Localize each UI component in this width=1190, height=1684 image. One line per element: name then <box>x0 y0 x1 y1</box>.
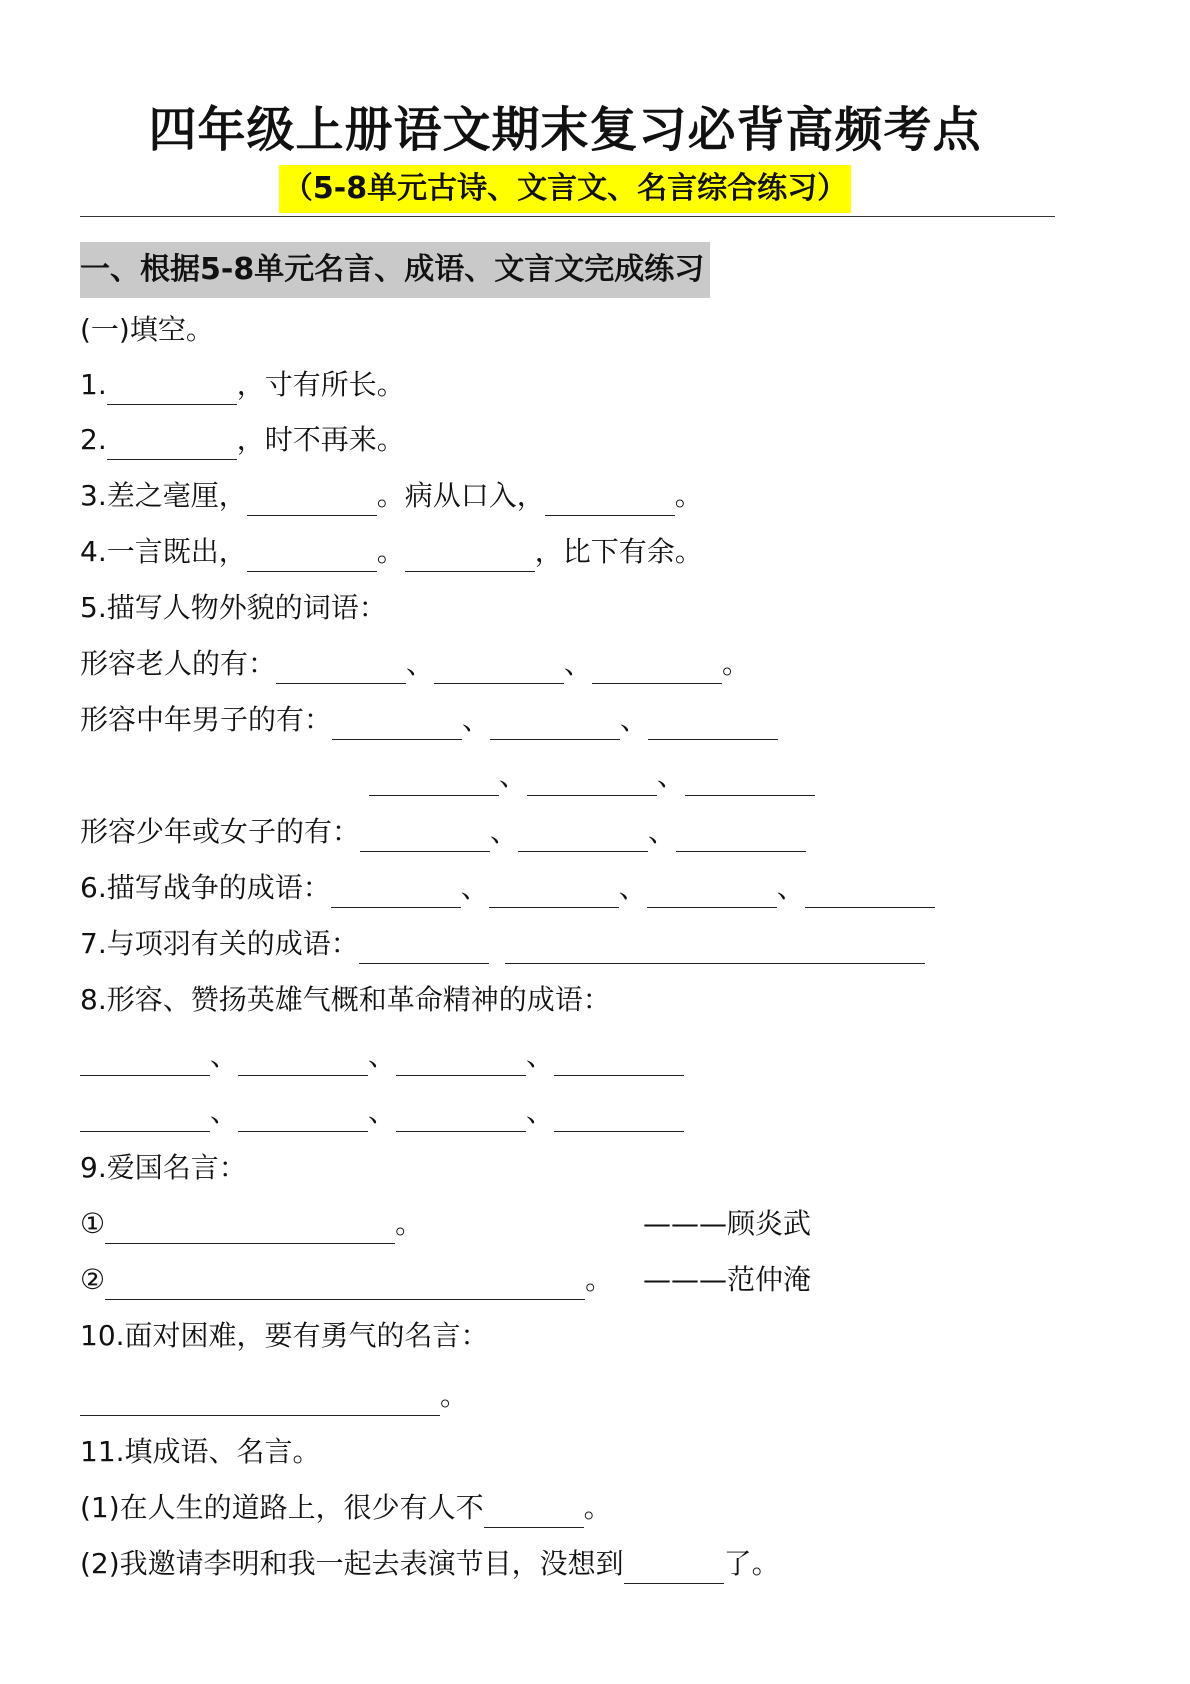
quote-source-fan-zhongyan: ———范仲淹 <box>643 1263 812 1296</box>
question-text: 7.与项羽有关的成语： <box>80 927 359 960</box>
question-text: 3.差之毫厘， <box>80 479 247 512</box>
answer-blank[interactable] <box>489 877 619 908</box>
question-text: ，时不再来。 <box>236 423 405 456</box>
question-number: 2. <box>80 423 107 456</box>
question-9: 9.爱国名言： <box>80 1151 247 1184</box>
question-text: 6.描写战争的成语： <box>80 871 331 904</box>
answer-blank[interactable] <box>518 821 648 852</box>
item-marker: ② <box>80 1263 106 1296</box>
question-11-2 <box>80 1544 780 1584</box>
separator: 、 <box>657 759 686 792</box>
section-heading: 一、根据5-8单元名言、成语、文言文完成练习 <box>80 242 710 298</box>
question-9-2 <box>80 1260 613 1300</box>
answer-blank[interactable] <box>80 1385 440 1416</box>
answer-blank[interactable] <box>505 933 925 964</box>
page-title: 四年级上册语文期末复习必背高频考点 <box>148 102 982 158</box>
answer-blank[interactable] <box>396 1045 526 1076</box>
question-text: 形容少年或女子的有： <box>80 815 361 848</box>
question-8-row-1 <box>80 1036 684 1076</box>
question-text: ，比下有余。 <box>534 535 703 568</box>
separator: 、 <box>499 759 528 792</box>
answer-blank[interactable] <box>80 1101 210 1132</box>
answer-blank[interactable] <box>105 1269 585 1300</box>
answer-blank[interactable] <box>107 374 237 405</box>
answer-blank[interactable] <box>484 1497 584 1528</box>
separator: 、 <box>526 1039 555 1072</box>
question-3 <box>80 476 703 516</box>
question-5-young <box>80 812 806 852</box>
answer-blank[interactable] <box>360 821 490 852</box>
answer-blank[interactable] <box>331 877 461 908</box>
separator: 。 <box>440 1379 469 1412</box>
separator: 、 <box>648 815 677 848</box>
question-text: ，寸有所长。 <box>236 368 405 401</box>
item-marker: ① <box>80 1207 106 1240</box>
question-5-old <box>80 644 750 684</box>
question-text: (2)我邀请李明和我一起去表演节目，没想到 <box>80 1547 624 1580</box>
question-text: 。 <box>674 479 703 512</box>
answer-blank[interactable] <box>107 429 237 460</box>
question-text: (1)在人生的道路上，很少有人不 <box>80 1491 484 1524</box>
answer-blank[interactable] <box>592 653 722 684</box>
question-5: 5.描写人物外貌的词语： <box>80 591 387 624</box>
title-divider <box>80 216 1055 217</box>
answer-blank[interactable] <box>685 765 815 796</box>
question-5-middle-cont <box>369 756 815 796</box>
quote-source-gu-yanwu: ———顾炎武 <box>643 1207 812 1240</box>
separator: 、 <box>368 1095 397 1128</box>
answer-blank[interactable] <box>624 1553 724 1584</box>
answer-blank[interactable] <box>80 1045 210 1076</box>
question-text: 了。 <box>723 1547 780 1580</box>
question-4 <box>80 532 703 572</box>
answer-blank[interactable] <box>490 709 620 740</box>
separator: 、 <box>460 871 489 904</box>
question-11-1 <box>80 1488 612 1528</box>
separator: 、 <box>490 815 519 848</box>
answer-blank[interactable] <box>238 1045 368 1076</box>
answer-blank[interactable] <box>647 877 777 908</box>
question-8-row-2 <box>80 1092 684 1132</box>
answer-blank[interactable] <box>238 1101 368 1132</box>
answer-blank[interactable] <box>105 1213 395 1244</box>
question-text: 形容老人的有： <box>80 647 277 680</box>
separator: 、 <box>564 647 593 680</box>
answer-blank[interactable] <box>648 709 778 740</box>
question-11: 11.填成语、名言。 <box>80 1435 321 1468</box>
answer-blank[interactable] <box>332 709 462 740</box>
separator: 、 <box>776 871 805 904</box>
answer-blank[interactable] <box>369 765 499 796</box>
question-5-middle <box>80 700 778 740</box>
separator: 。 <box>585 1263 614 1296</box>
answer-blank[interactable] <box>545 485 675 516</box>
question-1 <box>80 365 405 405</box>
question-text: 。病从口入， <box>376 479 545 512</box>
answer-blank[interactable] <box>676 821 806 852</box>
answer-blank[interactable] <box>434 653 564 684</box>
question-9-1 <box>80 1204 423 1244</box>
answer-blank[interactable] <box>554 1045 684 1076</box>
answer-blank[interactable] <box>805 877 935 908</box>
sub-heading: (一)填空。 <box>80 313 214 346</box>
question-text: 。 <box>376 535 405 568</box>
separator: 、 <box>526 1095 555 1128</box>
page-subtitle: （5-8单元古诗、文言文、名言综合练习） <box>279 165 851 213</box>
separator: 、 <box>210 1095 239 1128</box>
answer-blank[interactable] <box>554 1101 684 1132</box>
question-text: 形容中年男子的有： <box>80 703 333 736</box>
answer-blank[interactable] <box>405 541 535 572</box>
separator: 、 <box>406 647 435 680</box>
separator: 。 <box>722 647 751 680</box>
separator: 。 <box>395 1207 424 1240</box>
question-8: 8.形容、赞扬英雄气概和革命精神的成语： <box>80 983 611 1016</box>
separator: 、 <box>620 703 649 736</box>
question-text: 。 <box>583 1491 612 1524</box>
question-2 <box>80 420 405 460</box>
answer-blank[interactable] <box>396 1101 526 1132</box>
subtitle-container <box>0 165 1130 213</box>
answer-blank[interactable] <box>247 485 377 516</box>
separator: 、 <box>462 703 491 736</box>
answer-blank[interactable] <box>247 541 377 572</box>
separator: 、 <box>618 871 647 904</box>
separator: 、 <box>368 1039 397 1072</box>
answer-blank[interactable] <box>276 653 406 684</box>
answer-blank[interactable] <box>527 765 657 796</box>
question-6 <box>80 868 935 908</box>
separator: 、 <box>210 1039 239 1072</box>
answer-blank[interactable] <box>359 933 489 964</box>
question-10: 10.面对困难，要有勇气的名言： <box>80 1319 489 1352</box>
question-7 <box>80 924 925 964</box>
question-10-answer <box>80 1376 468 1416</box>
question-text: 4.一言既出， <box>80 535 247 568</box>
question-number: 1. <box>80 368 107 401</box>
